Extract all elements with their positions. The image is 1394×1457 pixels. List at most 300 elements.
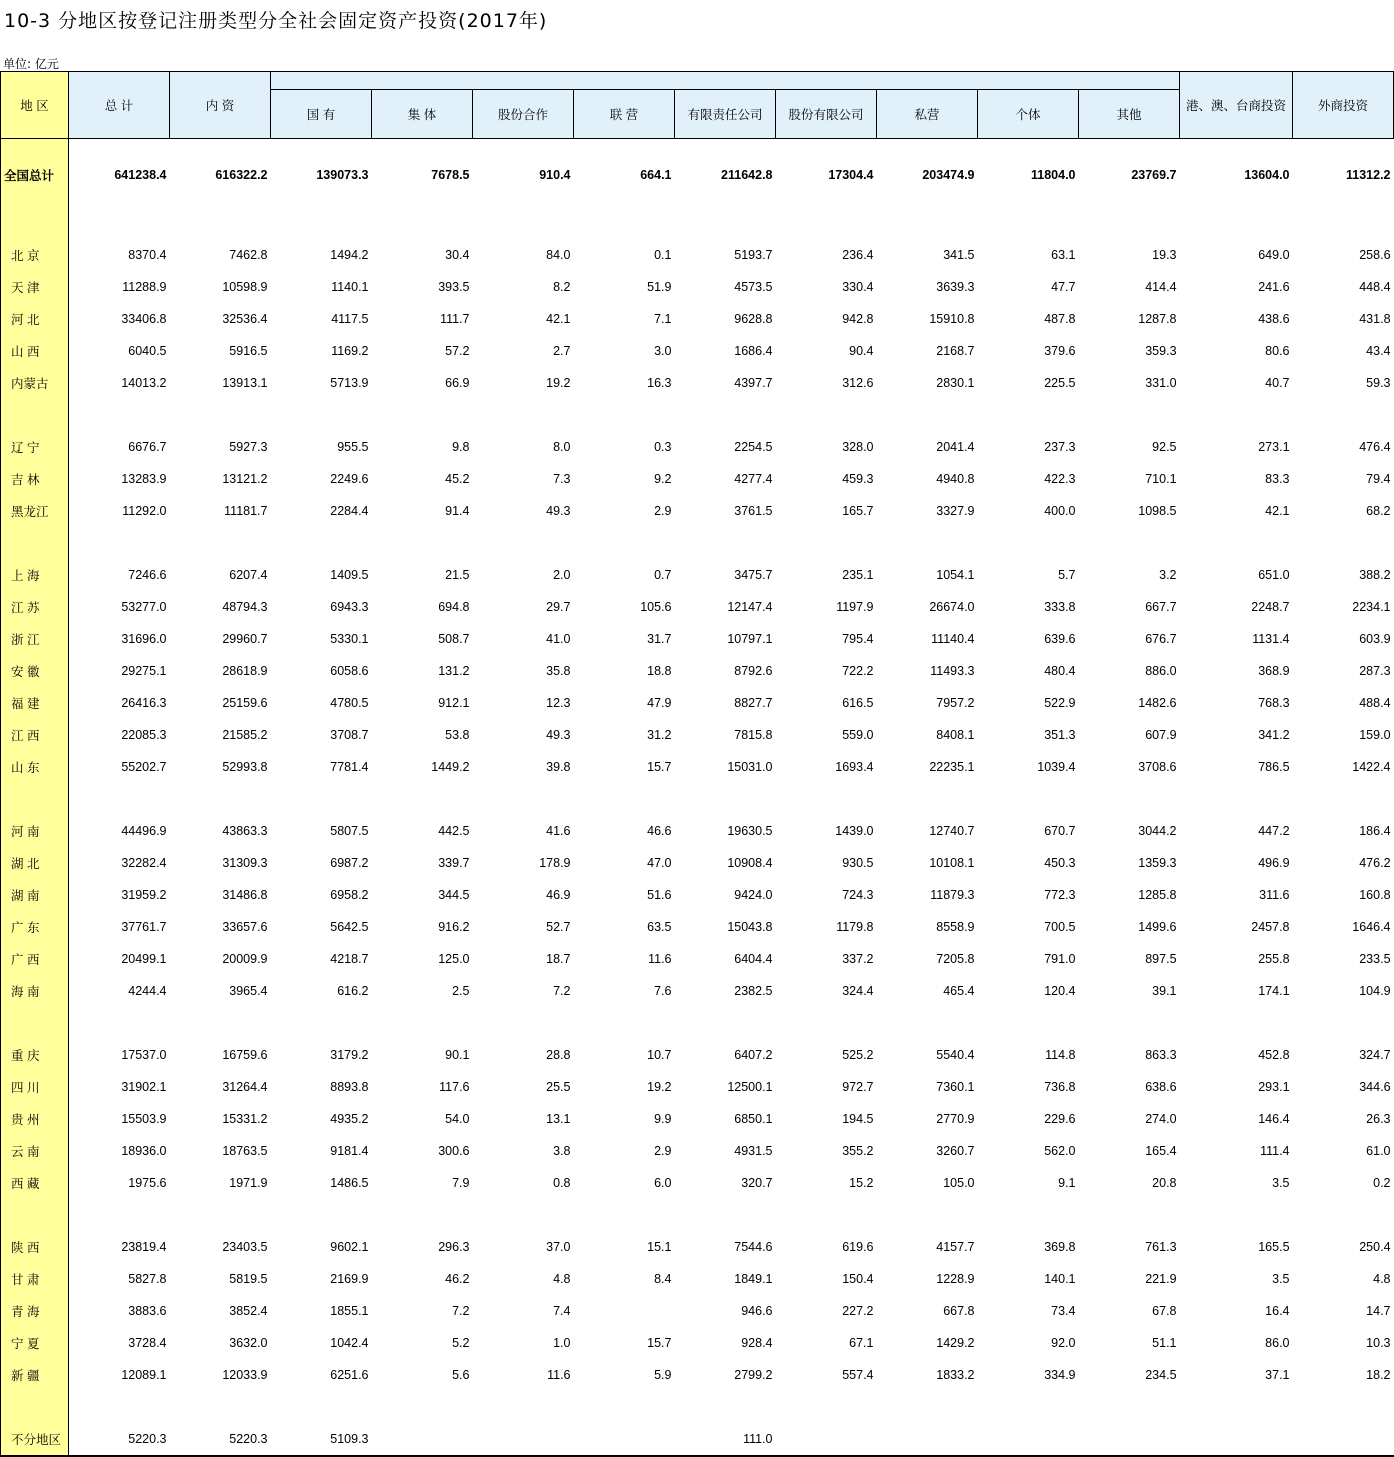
value-cell: 49.3: [546, 504, 571, 518]
value-cell: 422.3: [1044, 472, 1076, 486]
value-cell: 6040.5: [128, 344, 167, 358]
value-cell: 3708.7: [330, 728, 369, 742]
value-cell: 736.8: [1044, 1080, 1076, 1094]
value-cell: 211642.8: [721, 168, 773, 182]
value-cell: 160.8: [1359, 888, 1391, 902]
value-cell: 11181.7: [224, 504, 268, 518]
value-cell: 6987.2: [330, 856, 369, 870]
value-cell: 2.7: [553, 344, 571, 358]
value-cell: 2.9: [654, 1144, 672, 1158]
value-cell: 6407.2: [734, 1048, 773, 1062]
value-cell: 603.9: [1359, 632, 1391, 646]
value-cell: 886.0: [1145, 664, 1177, 678]
value-cell: 7.3: [553, 472, 571, 486]
value-cell: 0.8: [553, 1176, 571, 1190]
region-name: 甘 肃: [1, 1263, 69, 1295]
value-cell: 4940.8: [936, 472, 975, 486]
value-cell: 10.7: [647, 1048, 672, 1062]
value-cell: 11288.9: [122, 280, 167, 294]
table-row: [1, 463, 1394, 495]
value-cell: 7544.6: [734, 1240, 773, 1254]
value-cell: 15.7: [647, 760, 672, 774]
table-row: [1, 1135, 1394, 1167]
region-name: 天 津: [1, 271, 69, 303]
header-sub-3: 联 营: [574, 90, 675, 139]
value-cell: 1499.6: [1138, 920, 1177, 934]
value-cell: 51.6: [647, 888, 672, 902]
value-cell: 651.0: [1258, 568, 1290, 582]
value-cell: 31902.1: [121, 1080, 167, 1094]
value-cell: 772.3: [1044, 888, 1076, 902]
value-cell: 3.5: [1272, 1272, 1290, 1286]
value-cell: 23819.4: [121, 1240, 167, 1254]
region-name: 湖 南: [1, 879, 69, 911]
value-cell: 508.7: [438, 632, 470, 646]
table-row: [1, 719, 1394, 751]
table-row: [1, 559, 1394, 591]
value-cell: 6.0: [654, 1176, 672, 1190]
value-cell: 459.3: [842, 472, 874, 486]
value-cell: 7462.8: [229, 248, 268, 262]
value-cell: 39.1: [1152, 984, 1177, 998]
value-cell: 13283.9: [121, 472, 167, 486]
value-cell: 447.2: [1258, 824, 1290, 838]
value-cell: 7815.8: [734, 728, 773, 742]
value-cell: 8408.1: [936, 728, 975, 742]
value-cell: 4277.4: [734, 472, 773, 486]
value-cell: 5642.5: [330, 920, 369, 934]
region-name: 江 西: [1, 719, 69, 751]
value-cell: 480.4: [1044, 664, 1076, 678]
value-cell: 114.8: [1045, 1048, 1076, 1062]
value-cell: 476.4: [1359, 440, 1391, 454]
value-cell: 1486.5: [330, 1176, 369, 1190]
value-cell: 12500.1: [727, 1080, 773, 1094]
value-cell: 795.4: [842, 632, 874, 646]
value-cell: 117.6: [439, 1080, 470, 1094]
value-cell: 557.4: [842, 1368, 874, 1382]
value-cell: 234.5: [1145, 1368, 1177, 1382]
value-cell: 7678.5: [431, 168, 470, 182]
value-cell: 16.4: [1265, 1304, 1290, 1318]
value-cell: 236.4: [842, 248, 874, 262]
value-cell: 1.0: [553, 1336, 571, 1350]
value-cell: 1449.2: [431, 760, 470, 774]
table-row: [1, 1103, 1394, 1135]
value-cell: 43.4: [1366, 344, 1391, 358]
value-cell: 607.9: [1145, 728, 1177, 742]
value-cell: 9602.1: [330, 1240, 369, 1254]
value-cell: 300.6: [438, 1144, 470, 1158]
value-cell: 955.5: [337, 440, 369, 454]
value-cell: 2234.1: [1352, 600, 1391, 614]
value-cell: 10908.4: [727, 856, 773, 870]
header-sub-0: 国 有: [271, 90, 372, 139]
header-sub-4: 有限责任公司: [675, 90, 776, 139]
header-hmt: 港、澳、台商投资: [1180, 72, 1293, 139]
value-cell: 2254.5: [734, 440, 773, 454]
value-cell: 359.3: [1145, 344, 1177, 358]
table-row: [1, 1295, 1394, 1327]
value-cell: [877, 1423, 978, 1456]
value-cell: 910.4: [539, 168, 571, 182]
table-row: [1, 1071, 1394, 1103]
value-cell: 186.4: [1359, 824, 1391, 838]
value-cell: 178.9: [539, 856, 571, 870]
value-cell: 53.8: [445, 728, 470, 742]
value-cell: 21.5: [445, 568, 470, 582]
value-cell: 15043.8: [727, 920, 773, 934]
value-cell: 3.5: [1272, 1176, 1290, 1190]
value-cell: 12.3: [546, 696, 571, 710]
value-cell: 40.7: [1265, 376, 1290, 390]
value-cell: 51.9: [647, 280, 672, 294]
value-cell: 400.0: [1044, 504, 1076, 518]
value-cell: 15503.9: [121, 1112, 167, 1126]
value-cell: 63.5: [647, 920, 672, 934]
value-cell: 26416.3: [121, 696, 167, 710]
table-row: [1, 1423, 1394, 1456]
spacer-row: [1, 1007, 1394, 1039]
value-cell: 2169.9: [330, 1272, 369, 1286]
value-cell: 39.8: [546, 760, 571, 774]
value-cell: 1494.2: [330, 248, 369, 262]
value-cell: 8.0: [553, 440, 571, 454]
value-cell: 111.4: [1260, 1144, 1290, 1158]
region-name: 内蒙古: [1, 367, 69, 399]
value-cell: 324.4: [842, 984, 874, 998]
value-cell: 0.3: [654, 440, 672, 454]
value-cell: 293.1: [1258, 1080, 1290, 1094]
value-cell: 5807.5: [330, 824, 369, 838]
value-cell: 174.1: [1258, 984, 1290, 998]
value-cell: 15910.8: [929, 312, 975, 326]
value-cell: 10108.1: [929, 856, 975, 870]
value-cell: 8827.7: [734, 696, 773, 710]
value-cell: 1098.5: [1138, 504, 1177, 518]
value-cell: 337.2: [842, 952, 874, 966]
value-cell: 4218.7: [330, 952, 369, 966]
value-cell: 55202.7: [121, 760, 167, 774]
value-cell: 930.5: [842, 856, 874, 870]
value-cell: 562.0: [1044, 1144, 1076, 1158]
value-cell: 90.4: [849, 344, 874, 358]
value-cell: 3883.6: [128, 1304, 167, 1318]
region-name: 云 南: [1, 1135, 69, 1167]
value-cell: 235.1: [842, 568, 874, 582]
value-cell: 5.2: [452, 1336, 470, 1350]
value-cell: 4117.5: [331, 312, 369, 326]
header-sub-2: 股份合作: [473, 90, 574, 139]
value-cell: 44496.9: [121, 824, 167, 838]
value-cell: 45.2: [445, 472, 470, 486]
value-cell: 14.7: [1366, 1304, 1391, 1318]
value-cell: 355.2: [842, 1144, 874, 1158]
value-cell: 1169.2: [331, 344, 369, 358]
value-cell: 10797.1: [727, 632, 773, 646]
value-cell: 12740.7: [929, 824, 975, 838]
value-cell: 5916.5: [229, 344, 268, 358]
value-cell: 31696.0: [121, 632, 167, 646]
value-cell: 15.1: [647, 1240, 672, 1254]
value-cell: 7360.1: [936, 1080, 975, 1094]
value-cell: 31486.8: [222, 888, 268, 902]
value-cell: 29275.1: [121, 664, 167, 678]
value-cell: 5713.9: [330, 376, 369, 390]
spacer-row: [1, 211, 1394, 239]
value-cell: 11493.3: [930, 664, 975, 678]
value-cell: 1833.2: [936, 1368, 975, 1382]
value-cell: 6207.4: [229, 568, 268, 582]
value-cell: 487.8: [1044, 312, 1076, 326]
value-cell: 241.6: [1258, 280, 1290, 294]
value-cell: 3327.9: [936, 504, 975, 518]
value-cell: 6850.1: [734, 1112, 773, 1126]
value-cell: 46.2: [445, 1272, 470, 1286]
table-row: [1, 431, 1394, 463]
value-cell: 2248.7: [1251, 600, 1290, 614]
value-cell: 16.3: [647, 376, 672, 390]
value-cell: 41.6: [546, 824, 571, 838]
value-cell: 676.7: [1145, 632, 1177, 646]
spacer-row: [1, 527, 1394, 559]
value-cell: 25.5: [546, 1080, 571, 1094]
value-cell: 7.4: [553, 1304, 571, 1318]
region-name: 宁 夏: [1, 1327, 69, 1359]
value-cell: 52993.8: [222, 760, 268, 774]
value-cell: 33657.6: [222, 920, 268, 934]
value-cell: 7246.6: [128, 568, 167, 582]
value-cell: 73.4: [1051, 1304, 1076, 1318]
spacer-row: [1, 1199, 1394, 1231]
value-cell: 7.2: [553, 984, 571, 998]
value-cell: 23769.7: [1131, 168, 1177, 182]
header-sub-8: 其他: [1079, 90, 1180, 139]
value-cell: 912.1: [438, 696, 470, 710]
table-row: [1, 591, 1394, 623]
value-cell: 1131.4: [1252, 632, 1290, 646]
spacer-row: [1, 1391, 1394, 1423]
value-cell: 21585.2: [222, 728, 268, 742]
region-name: 全国总计: [1, 139, 69, 212]
region-name: 上 海: [1, 559, 69, 591]
value-cell: 67.1: [849, 1336, 874, 1350]
value-cell: 13.1: [546, 1112, 571, 1126]
value-cell: 6404.4: [734, 952, 773, 966]
region-name: 北 京: [1, 239, 69, 271]
value-cell: 258.6: [1359, 248, 1391, 262]
value-cell: 344.5: [438, 888, 470, 902]
value-cell: 1179.8: [836, 920, 874, 934]
region-name: 贵 州: [1, 1103, 69, 1135]
value-cell: 3708.6: [1138, 760, 1177, 774]
table-row: [1, 655, 1394, 687]
value-cell: 6943.3: [330, 600, 369, 614]
table-row: [1, 943, 1394, 975]
value-cell: 1054.1: [936, 568, 975, 582]
value-cell: 31959.2: [121, 888, 167, 902]
value-cell: 616322.2: [215, 168, 268, 182]
value-cell: 41.0: [546, 632, 571, 646]
value-cell: 333.8: [1044, 600, 1076, 614]
value-cell: 946.6: [741, 1304, 773, 1318]
value-cell: 4935.2: [330, 1112, 369, 1126]
value-cell: 1039.4: [1037, 760, 1076, 774]
value-cell: 233.5: [1359, 952, 1391, 966]
value-cell: 22235.1: [929, 760, 975, 774]
value-cell: 638.6: [1145, 1080, 1177, 1094]
value-cell: 12033.9: [222, 1368, 268, 1382]
value-cell: 3761.5: [734, 504, 773, 518]
table-row: [1, 367, 1394, 399]
value-cell: 1429.2: [936, 1336, 975, 1350]
value-cell: 431.8: [1359, 312, 1391, 326]
value-cell: 1359.3: [1138, 856, 1177, 870]
value-cell: 1409.5: [330, 568, 369, 582]
region-name: 海 南: [1, 975, 69, 1007]
value-cell: 8893.8: [330, 1080, 369, 1094]
value-cell: 897.5: [1145, 952, 1177, 966]
value-cell: 7.1: [654, 312, 672, 326]
table-row: [1, 975, 1394, 1007]
value-cell: 2249.6: [330, 472, 369, 486]
region-name: 广 西: [1, 943, 69, 975]
value-cell: 8.2: [553, 280, 571, 294]
value-cell: 19.3: [1152, 248, 1177, 262]
value-cell: 3.0: [654, 344, 672, 358]
value-cell: 3179.2: [330, 1048, 369, 1062]
unit-label: 单位: 亿元: [3, 57, 59, 71]
value-cell: 105.6: [640, 600, 672, 614]
value-cell: 5540.4: [936, 1048, 975, 1062]
value-cell: 7.2: [452, 1304, 470, 1318]
value-cell: 341.5: [943, 248, 975, 262]
header-sub-6: 私营: [877, 90, 978, 139]
value-cell: 7781.4: [330, 760, 369, 774]
spacer-row: [1, 399, 1394, 431]
value-cell: 1693.4: [835, 760, 874, 774]
value-cell: 1287.8: [1138, 312, 1177, 326]
value-cell: 83.3: [1265, 472, 1290, 486]
value-cell: 140.1: [1044, 1272, 1076, 1286]
value-cell: 6676.7: [128, 440, 167, 454]
header-foreign: 外商投资: [1293, 72, 1394, 139]
value-cell: 46.9: [546, 888, 571, 902]
value-cell: 3475.7: [734, 568, 773, 582]
table-row: [1, 623, 1394, 655]
value-cell: 51.1: [1152, 1336, 1177, 1350]
value-cell: 312.6: [842, 376, 874, 390]
value-cell: 9.9: [654, 1112, 672, 1126]
value-cell: 2799.2: [734, 1368, 773, 1382]
value-cell: 9181.4: [330, 1144, 369, 1158]
value-cell: 255.8: [1258, 952, 1290, 966]
value-cell: 47.0: [647, 856, 672, 870]
region-name: 西 藏: [1, 1167, 69, 1199]
value-cell: 19.2: [546, 376, 571, 390]
value-cell: 29960.7: [222, 632, 268, 646]
value-cell: 722.2: [842, 664, 874, 678]
value-cell: 52.7: [546, 920, 571, 934]
value-cell: [372, 1423, 473, 1456]
value-cell: 165.7: [842, 504, 874, 518]
value-cell: 18.7: [546, 952, 571, 966]
value-cell: 791.0: [1044, 952, 1076, 966]
value-cell: 125.0: [438, 952, 470, 966]
value-cell: 5220.3: [170, 1423, 271, 1456]
value-cell: 368.9: [1258, 664, 1290, 678]
value-cell: 450.3: [1044, 856, 1076, 870]
value-cell: 2830.1: [936, 376, 975, 390]
value-cell: 15.2: [849, 1176, 874, 1190]
value-cell: 194.5: [842, 1112, 874, 1126]
value-cell: 59.3: [1366, 376, 1391, 390]
value-cell: 7957.2: [936, 696, 975, 710]
value-cell: 9.1: [1058, 1176, 1076, 1190]
value-cell: 42.1: [546, 312, 571, 326]
value-cell: 5927.3: [229, 440, 268, 454]
header-total: 总 计: [69, 72, 170, 139]
region-name: 浙 江: [1, 623, 69, 655]
value-cell: 2.5: [452, 984, 470, 998]
value-cell: 694.8: [438, 600, 470, 614]
value-cell: 12089.1: [121, 1368, 167, 1382]
value-cell: [574, 1423, 675, 1456]
value-cell: [574, 1295, 675, 1327]
value-cell: 287.3: [1359, 664, 1391, 678]
value-cell: [776, 1423, 877, 1456]
value-cell: 339.7: [438, 856, 470, 870]
value-cell: 111.0: [675, 1423, 776, 1456]
value-cell: 57.2: [445, 344, 470, 358]
value-cell: 3632.0: [229, 1336, 268, 1350]
table-body: [1, 139, 1394, 1457]
value-cell: 2457.8: [1251, 920, 1290, 934]
value-cell: 35.8: [546, 664, 571, 678]
table-row: [1, 751, 1394, 783]
region-name: 福 建: [1, 687, 69, 719]
value-cell: 273.1: [1258, 440, 1290, 454]
table-row: [1, 271, 1394, 303]
value-cell: 667.7: [1145, 600, 1177, 614]
value-cell: [1180, 1423, 1293, 1456]
value-cell: 90.1: [445, 1048, 470, 1062]
value-cell: 10.3: [1366, 1336, 1391, 1350]
table-row: [1, 1167, 1394, 1199]
value-cell: 344.6: [1359, 1080, 1391, 1094]
value-cell: 5109.3: [271, 1423, 372, 1456]
value-cell: 20009.9: [222, 952, 268, 966]
value-cell: 525.2: [842, 1048, 874, 1062]
value-cell: 165.5: [1258, 1240, 1290, 1254]
region-name: 吉 林: [1, 463, 69, 495]
value-cell: 351.3: [1044, 728, 1076, 742]
value-cell: 488.4: [1359, 696, 1391, 710]
value-cell: 165.4: [1145, 1144, 1177, 1158]
value-cell: 61.0: [1366, 1144, 1391, 1158]
value-cell: 9628.8: [734, 312, 773, 326]
value-cell: 18763.5: [222, 1144, 268, 1158]
value-cell: 31264.4: [222, 1080, 268, 1094]
value-cell: 86.0: [1265, 1336, 1290, 1350]
region-name: 辽 宁: [1, 431, 69, 463]
value-cell: 19.2: [647, 1080, 672, 1094]
value-cell: 31.2: [647, 728, 672, 742]
value-cell: 5.7: [1058, 568, 1076, 582]
value-cell: 1042.4: [330, 1336, 369, 1350]
table-row: [1, 239, 1394, 271]
value-cell: 225.5: [1044, 376, 1076, 390]
